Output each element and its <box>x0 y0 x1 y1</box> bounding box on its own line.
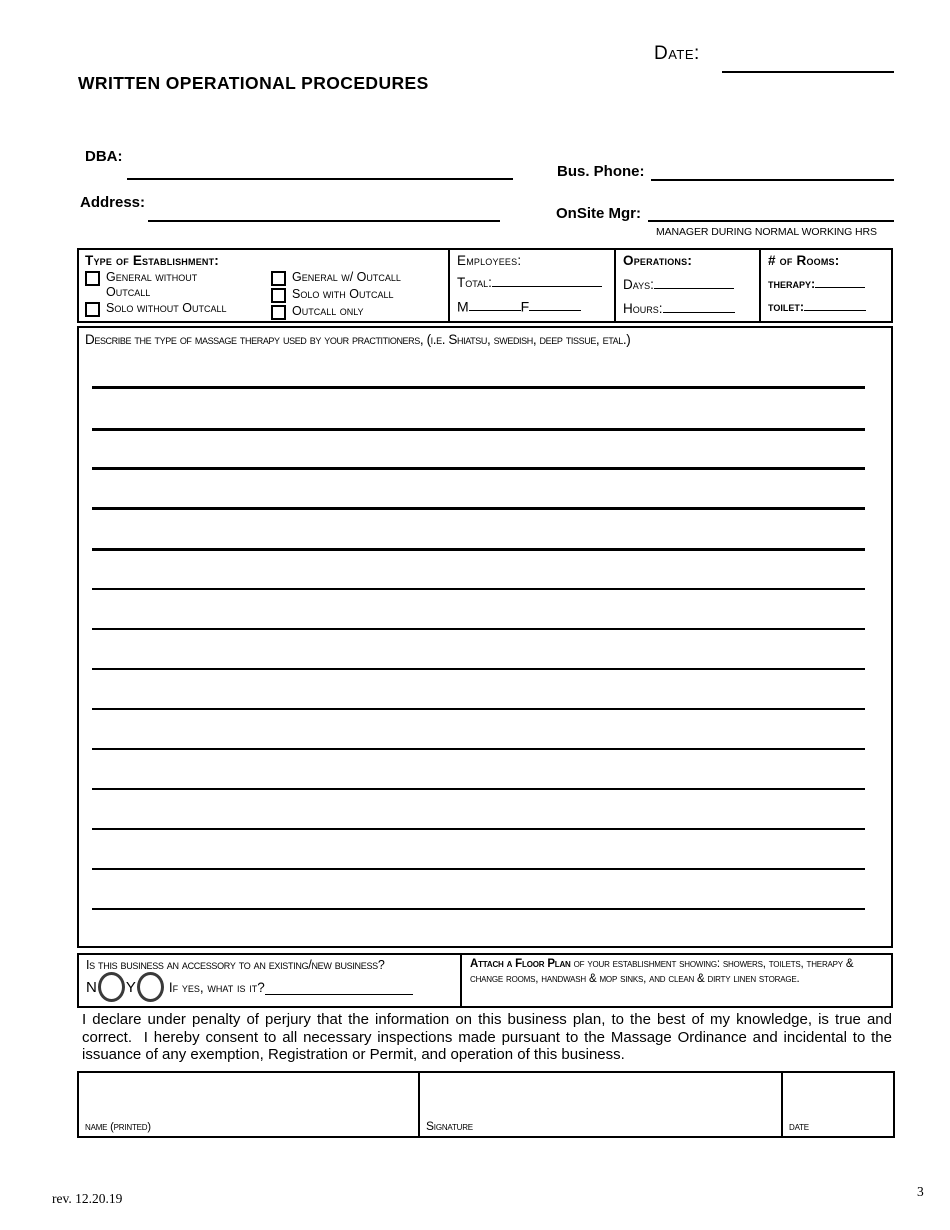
checkbox-solo-with-outcall[interactable] <box>271 288 286 303</box>
employees-total-row <box>457 273 609 290</box>
employees-male-label: M <box>457 298 469 315</box>
writing-line[interactable] <box>92 628 865 630</box>
accessory-floorplan-row <box>77 953 893 1008</box>
checkbox-general-with-outcall[interactable] <box>271 271 286 286</box>
rooms-toilet-row <box>768 298 886 314</box>
accessory-ifyes-fill-line[interactable] <box>265 979 413 995</box>
employees-total-label: Total: <box>457 274 492 290</box>
onsite-mgr-note: MANAGER DURING NORMAL WORKING HRS <box>656 226 877 238</box>
rooms-title: # of Rooms: <box>768 253 840 268</box>
signature-date-label: date <box>789 1121 809 1133</box>
employees-title: Employees: <box>457 253 522 268</box>
writing-line[interactable] <box>92 788 865 790</box>
writing-line[interactable] <box>92 908 865 910</box>
checkbox-solo-without-outcall[interactable] <box>85 302 100 317</box>
rooms-toilet-fill-line[interactable] <box>804 298 866 311</box>
rooms-cell <box>761 250 891 321</box>
establishment-options-col2 <box>271 270 443 321</box>
rooms-toilet-label: toilet: <box>768 299 804 314</box>
date-fill-line[interactable] <box>722 71 894 73</box>
writing-line[interactable] <box>92 588 865 590</box>
option-label: Solo with Outcall <box>292 287 394 301</box>
dba-fill-line[interactable] <box>127 178 513 180</box>
operations-days-row <box>623 275 754 292</box>
employees-total-fill-line[interactable] <box>492 273 602 287</box>
option-solo-without-outcall <box>85 301 271 317</box>
employees-female-label: F <box>520 298 530 315</box>
signature-date-field[interactable] <box>783 1073 893 1136</box>
accessory-ifyes-label: If yes, what is it? <box>168 979 265 995</box>
address-fill-line[interactable] <box>148 220 500 222</box>
accessory-no-radio[interactable] <box>98 972 125 1002</box>
option-outcall-only <box>271 304 443 320</box>
writing-line[interactable] <box>92 668 865 670</box>
describe-therapy-box <box>77 326 893 948</box>
name-printed-label: name (printed) <box>85 1121 151 1133</box>
operations-days-label: Days: <box>623 276 654 292</box>
type-of-establishment-cell <box>79 250 450 321</box>
writing-line[interactable] <box>92 708 865 710</box>
type-of-establishment-title: Type of Establishment: <box>85 253 219 268</box>
perjury-declaration: I declare under penalty of perjury that the information on this business plan, to the best of my knowledge, is true and correct. I hereby consent to all necessary inspections made pursuant to the Massage Ordinance and incidental to the issuance of any exemption, Registration or Permit, and operation of this business. <box>82 1011 897 1064</box>
writing-line[interactable] <box>92 548 865 551</box>
revision-date: rev. 12.20.19 <box>52 1191 123 1206</box>
page-title: WRITTEN OPERATIONAL PROCEDURES <box>78 73 429 93</box>
establishment-options-col1 <box>85 270 271 321</box>
writing-line[interactable] <box>92 868 865 870</box>
employees-cell <box>450 250 616 321</box>
info-table-row <box>77 248 893 323</box>
name-printed-field[interactable] <box>79 1073 420 1136</box>
accessory-yes-radio[interactable] <box>137 972 164 1002</box>
floorplan-bold-lead: Attach a Floor Plan <box>470 958 571 970</box>
date-label: Date: <box>654 43 700 64</box>
floorplan-cell <box>462 955 891 1006</box>
writing-line[interactable] <box>92 467 865 470</box>
option-label: General w/ Outcall <box>292 270 401 284</box>
rooms-therapy-row <box>768 275 886 291</box>
option-label: Outcall only <box>292 304 364 318</box>
option-label: General without Outcall <box>106 270 198 299</box>
checkbox-outcall-only[interactable] <box>271 305 286 320</box>
accessory-question: Is this business an accessory to an existing/new business? <box>86 958 385 972</box>
describe-therapy-prompt: Describe the type of massage therapy used by your practitioners, (i.e. Shiatsu, swedish, deep tissue, etal.) <box>85 332 631 347</box>
option-label: Solo without Outcall <box>106 300 227 315</box>
writing-line[interactable] <box>92 748 865 750</box>
accessory-answer-row <box>86 972 454 1002</box>
signature-label: Signature <box>426 1119 473 1133</box>
operations-cell <box>616 250 761 321</box>
operations-hours-fill-line[interactable] <box>663 299 735 313</box>
writing-line[interactable] <box>92 428 865 431</box>
employees-mf-row <box>457 297 609 314</box>
writing-line[interactable] <box>92 386 865 389</box>
option-general-with-outcall <box>271 270 443 286</box>
rooms-therapy-label: therapy: <box>768 276 816 291</box>
accessory-yes-label: Y <box>125 978 136 996</box>
accessory-cell <box>79 955 462 1006</box>
operations-title: Operations: <box>623 253 693 268</box>
page-number: 3 <box>917 1184 924 1199</box>
operations-hours-row <box>623 299 754 316</box>
option-general-without-outcall <box>85 270 271 300</box>
onsite-mgr-fill-line[interactable] <box>648 220 894 222</box>
writing-line[interactable] <box>92 828 865 830</box>
dba-label: DBA: <box>85 148 123 165</box>
checkbox-general-without-outcall[interactable] <box>85 271 100 286</box>
establishment-options <box>85 270 443 321</box>
signature-table <box>77 1071 895 1138</box>
employees-female-fill-line[interactable] <box>529 297 581 311</box>
rooms-therapy-fill-line[interactable] <box>815 275 865 288</box>
floorplan-text: of your establishment showing: showers, toilets, therapy & change rooms, handwash & mop sinks, and clean & dirty linen storage. <box>470 958 854 986</box>
employees-male-fill-line[interactable] <box>469 297 521 311</box>
signature-field[interactable] <box>420 1073 783 1136</box>
operations-days-fill-line[interactable] <box>654 275 734 289</box>
bus-phone-label: Bus. Phone: <box>557 163 645 180</box>
accessory-no-label: N <box>86 978 97 996</box>
address-label: Address: <box>80 194 146 211</box>
bus-phone-fill-line[interactable] <box>651 179 894 181</box>
writing-line[interactable] <box>92 507 865 510</box>
option-solo-with-outcall <box>271 287 443 303</box>
operations-hours-label: Hours: <box>623 300 663 316</box>
onsite-mgr-label: OnSite Mgr: <box>556 205 641 222</box>
